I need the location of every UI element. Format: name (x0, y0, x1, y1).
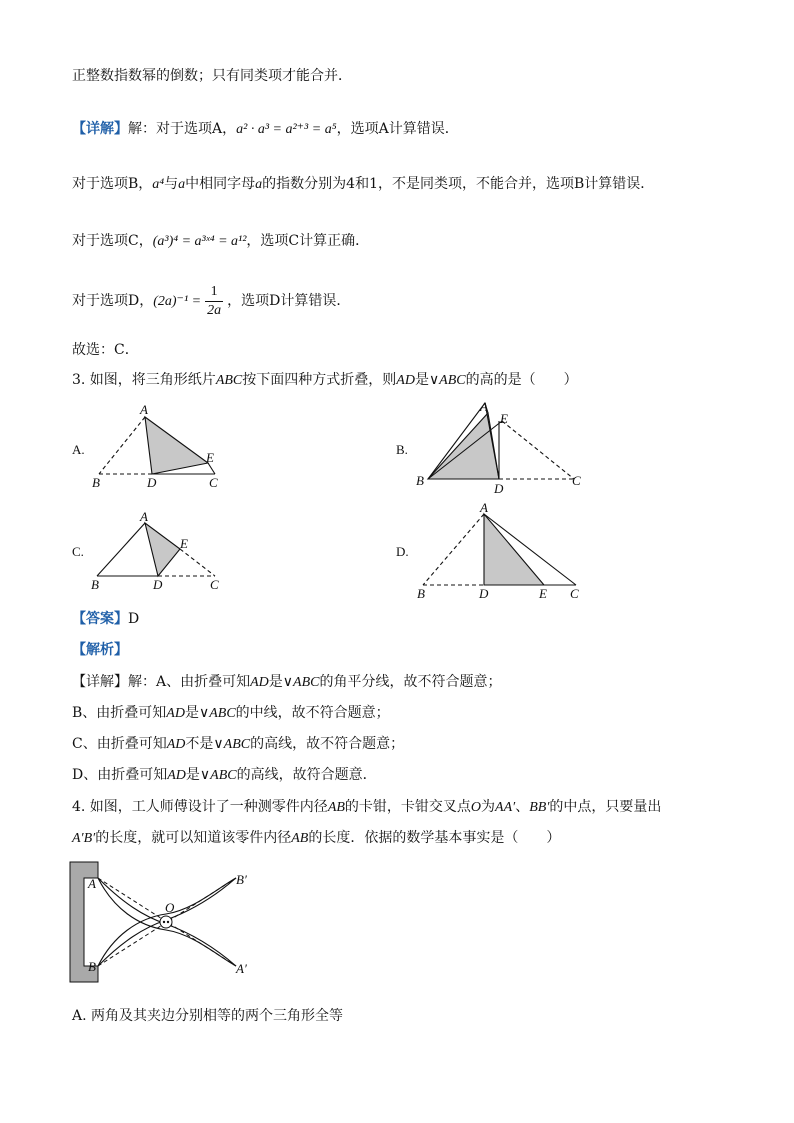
detail3-tail: 的高线，故不符合题意； (250, 736, 405, 752)
detail3-triangle: ∨ABC (282, 675, 320, 690)
detail3-ad: AD (166, 737, 186, 752)
figure-option-d (396, 500, 596, 602)
option-label: D. (396, 544, 409, 559)
option-label: C. (72, 544, 84, 559)
q4-o: O (470, 800, 482, 815)
detail3-mid: 是 (268, 674, 283, 690)
option-a-text: A. 两角及其夹边分别相等的两个三角形全等 (72, 1008, 344, 1024)
detail3-line-b (72, 703, 390, 724)
detail3-ad: AD (166, 706, 185, 721)
detail-a-text: 解：对于选项A， (128, 121, 237, 137)
q3-stem-tail: 的高的是（ ） (465, 372, 578, 388)
q4-bb: BB′ (529, 800, 550, 815)
q4-line1-mid2: 为 (481, 799, 496, 815)
q4-aa: AA′ (495, 800, 516, 815)
detail-option-a (72, 119, 459, 140)
detail-tag: 【详解】 (72, 121, 128, 137)
point-a: A (140, 509, 148, 524)
detail3-triangle: ∨ABC (213, 737, 251, 752)
detail-b-a: a (178, 177, 186, 192)
fraction-denominator: 2a (207, 302, 222, 318)
point-d: D (494, 481, 504, 496)
detail-a-tail: ，选项A计算错误． (336, 121, 459, 137)
point-e: E (539, 586, 547, 601)
question-4-line-1 (72, 797, 661, 818)
q4-ab: AB (327, 800, 345, 815)
point-a: A (480, 500, 488, 515)
answer-value: D (128, 611, 140, 627)
detail3-line-c (72, 734, 404, 755)
detail-d-equation-left: (2a)⁻¹ = (153, 294, 202, 309)
detail3-mid: 是 (184, 705, 199, 721)
detail3-triangle: ∨ABC (199, 768, 237, 783)
caliper-point-a: A (88, 876, 96, 891)
caliper-figure (68, 858, 268, 993)
point-c: C (572, 473, 581, 488)
point-d: D (153, 577, 163, 592)
q3-ad: AD (396, 373, 415, 388)
detail3-ad: AD (167, 768, 186, 783)
detail3-mid: 不是 (185, 736, 214, 752)
detail3-ad: AD (250, 675, 269, 690)
point-d: D (147, 475, 157, 490)
q3-stem-mid: 按下面四种方式折叠，则 (242, 372, 397, 388)
point-c: C (209, 475, 218, 490)
detail3-line-a (72, 672, 502, 693)
detail3-tail: 的高线，故符合题意． (236, 767, 377, 783)
detail3-tail: 的中线，故不符合题意； (235, 705, 390, 721)
q3-stem-pre: 3. 如图，将三角形纸片 (72, 372, 216, 388)
detail-a-equation: a² · a³ = a²⁺³ = a⁵ (236, 122, 337, 137)
figure-option-c (72, 508, 232, 593)
detail-d-tail: ，选项D计算错误． (227, 293, 351, 309)
q4-ab: AB (291, 831, 309, 846)
detail-b-a2: a (255, 177, 263, 192)
question-4-line-2 (72, 828, 560, 849)
point-c: C (210, 577, 219, 592)
detail-option-b (72, 174, 654, 195)
detail-b-yu: 与 (164, 176, 179, 192)
point-c: C (570, 586, 579, 601)
detail-b-a4: a⁴ (152, 177, 165, 192)
figure-option-b (396, 397, 596, 495)
point-e: E (206, 450, 214, 465)
q3-stem-mid2: 是 (414, 372, 429, 388)
question-3-stem (72, 370, 578, 391)
intro-line: 正整数指数幂的倒数；只有同类项才能合并． (72, 68, 352, 84)
q4-line1-sep: 、 (515, 799, 530, 815)
option-label: B. (396, 442, 408, 457)
detail3-tail: 的角平分线，故不符合题意； (319, 674, 502, 690)
option-label: A. (72, 442, 85, 457)
detail3-pre: C、由折叠可知 (72, 736, 167, 752)
point-a: A (140, 402, 148, 417)
point-e: E (180, 536, 188, 551)
detail-option-d (72, 282, 350, 321)
point-b: B (92, 475, 100, 490)
answer-line (72, 609, 139, 629)
fraction-numerator: 1 (205, 283, 223, 302)
analysis-tag: 【解析】 (72, 642, 128, 658)
point-b: B (416, 473, 424, 488)
detail-option-c (72, 231, 369, 252)
q4-line2-tail: 的长度．依据的数学基本事实是（ ） (308, 830, 561, 846)
q4-line1-tail: 的中点，只要量出 (549, 799, 662, 815)
detail-d-fraction (205, 283, 223, 320)
detail3-line-d (72, 765, 377, 786)
q4-line2-mid: 的长度，就可以知道该零件内径 (95, 830, 292, 846)
detail3-pre: B、由折叠可知 (72, 705, 167, 721)
point-b: B (91, 577, 99, 592)
caliper-point-o: O (165, 900, 175, 915)
detail3-mid: 是 (185, 767, 200, 783)
choice-line: 故选：C． (72, 342, 139, 358)
detail-c-pre: 对于选项C， (72, 233, 153, 249)
detail3-triangle: ∨ABC (198, 706, 236, 721)
point-d: D (479, 586, 489, 601)
detail-b-tail: 的指数分别为4和1，不是同类项，不能合并，选项B计算错误． (262, 176, 655, 192)
detail-b-mid: 中相同字母 (185, 176, 256, 192)
q4-line1-pre: 4. 如图，工人师傅设计了一种测零件内径 (72, 799, 328, 815)
q4-a2b2: A′B′ (72, 831, 96, 846)
detail3-pre: 【详解】解：A、由折叠可知 (72, 674, 251, 690)
detail3-pre: D、由折叠可知 (72, 767, 168, 783)
detail-b-pre: 对于选项B， (72, 176, 153, 192)
caliper-point-b: B (88, 959, 96, 974)
point-e: E (500, 411, 508, 426)
detail-d-pre: 对于选项D， (72, 293, 154, 309)
q3-triangle: ∨ABC (428, 373, 466, 388)
caliper-point-b-prime: B′ (236, 872, 247, 887)
answer-tag: 【答案】 (72, 611, 128, 627)
q3-abc: ABC (215, 373, 243, 388)
detail-c-tail: ，选项C计算正确． (246, 233, 370, 249)
caliper-point-a-prime: A′ (236, 961, 247, 976)
point-b: B (417, 586, 425, 601)
point-a: A (480, 399, 488, 414)
q4-line1-mid: 的卡钳，卡钳交叉点 (344, 799, 471, 815)
figure-option-a (72, 400, 232, 492)
detail-c-equation: (a³)⁴ = a³ˣ⁴ = a¹² (152, 234, 247, 249)
